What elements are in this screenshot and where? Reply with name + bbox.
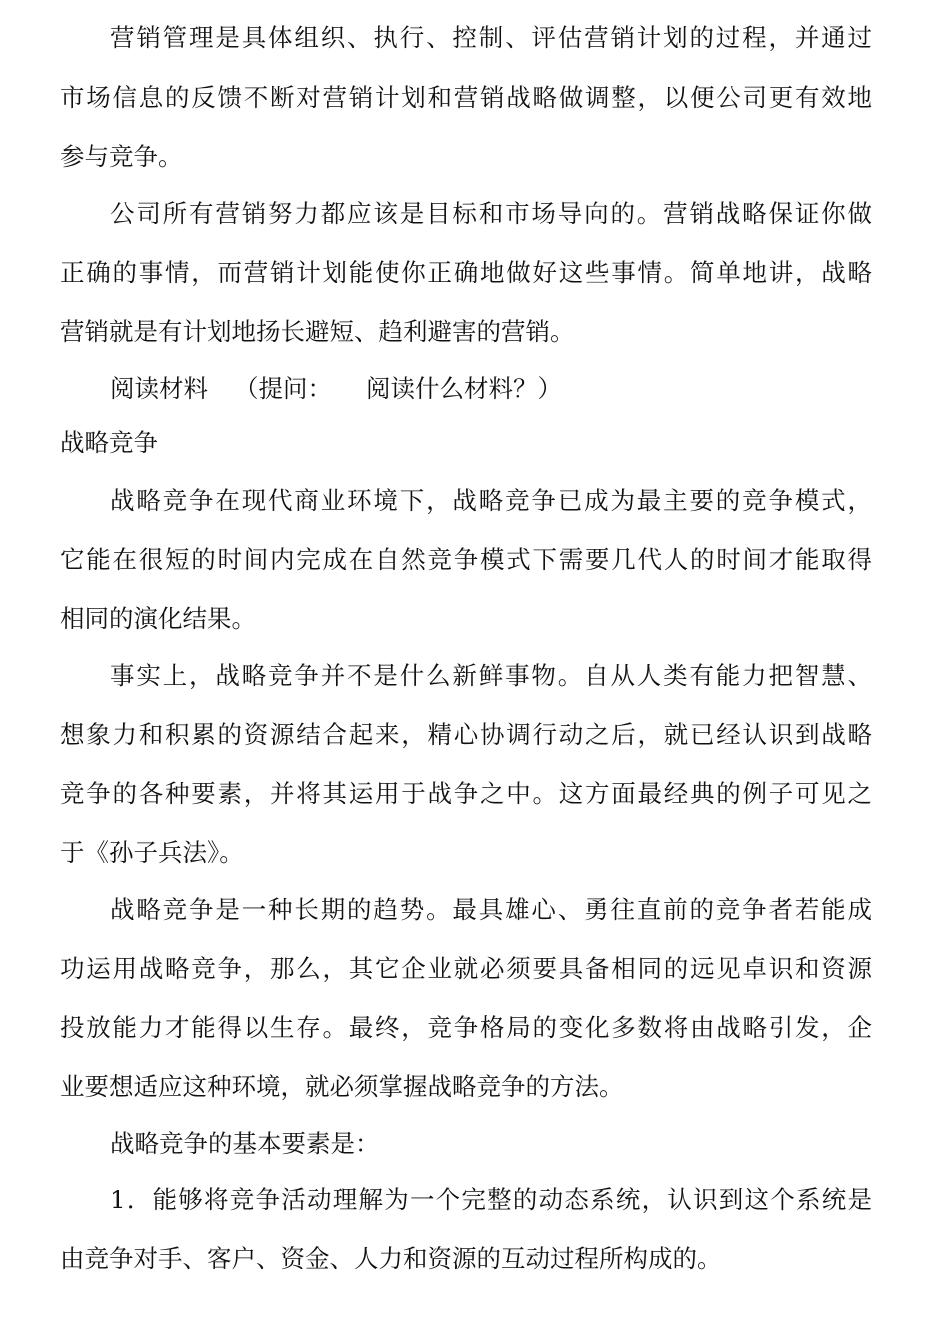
- paragraph-line: 参与竞争。: [60, 142, 183, 171]
- paragraph-line: 于《孙子兵法》。: [60, 838, 244, 867]
- paragraph-line: 公司所有营销努力都应该是目标和市场导向的。营销战略保证你做: [110, 199, 872, 228]
- reading-question: （提问：: [234, 374, 332, 403]
- paragraph-line: 战略竞争在现代商业环境下，战略竞争已成为最主要的竞争模式，: [110, 486, 872, 515]
- paragraph-line: 业要想适应这种环境，就必须掌握战略竞争的方法。: [60, 1072, 624, 1101]
- reading-label: 阅读材料: [110, 374, 208, 403]
- paragraph-line: 想象力和积累的资源结合起来，精心协调行动之后，就已经认识到战略: [60, 720, 872, 749]
- paragraph-line: 营销管理是具体组织、执行、控制、评估营销计划的过程，并通过: [110, 23, 872, 52]
- paragraph-line: 投放能力才能得以生存。最终，竞争格局的变化多数将由战略引发，企: [60, 1013, 872, 1042]
- paragraph-line: 相同的演化结果。: [60, 604, 256, 633]
- paragraph-line: 战略竞争的基本要素是：: [110, 1129, 380, 1158]
- reading-prompt: 阅读什么材料？）: [366, 374, 562, 403]
- paragraph-line: 营销就是有计划地扬长避短、趋利避害的营销。: [60, 317, 575, 346]
- paragraph-line: 它能在很短的时间内完成在自然竞争模式下需要几代人的时间才能取得: [60, 545, 872, 574]
- paragraph-line: 竞争的各种要素，并将其运用于战争之中。这方面最经典的例子可见之: [60, 779, 872, 808]
- paragraph-line: 战略竞争是一种长期的趋势。最具雄心、勇往直前的竞争者若能成: [110, 895, 872, 924]
- list-item-line: 1．能够将竞争活动理解为一个完整的动态系统，认识到这个系统是: [110, 1185, 872, 1214]
- paragraph-line: 正确的事情，而营销计划能使你正确地做好这些事情。简单地讲，战略: [60, 258, 872, 287]
- paragraph-line: 市场信息的反馈不断对营销计划和营销战略做调整，以便公司更有效地: [60, 83, 872, 112]
- paragraph-line: 功运用战略竞争，那么，其它企业就必须要具备相同的远见卓识和资源: [60, 954, 872, 983]
- section-heading: 战略竞争: [60, 428, 158, 457]
- list-item-line: 由竞争对手、客户、资金、人力和资源的互动过程所构成的。: [60, 1244, 722, 1273]
- reading-material-line: [110, 374, 872, 404]
- paragraph-line: 事实上，战略竞争并不是什么新鲜事物。自从人类有能力把智慧、: [110, 661, 872, 690]
